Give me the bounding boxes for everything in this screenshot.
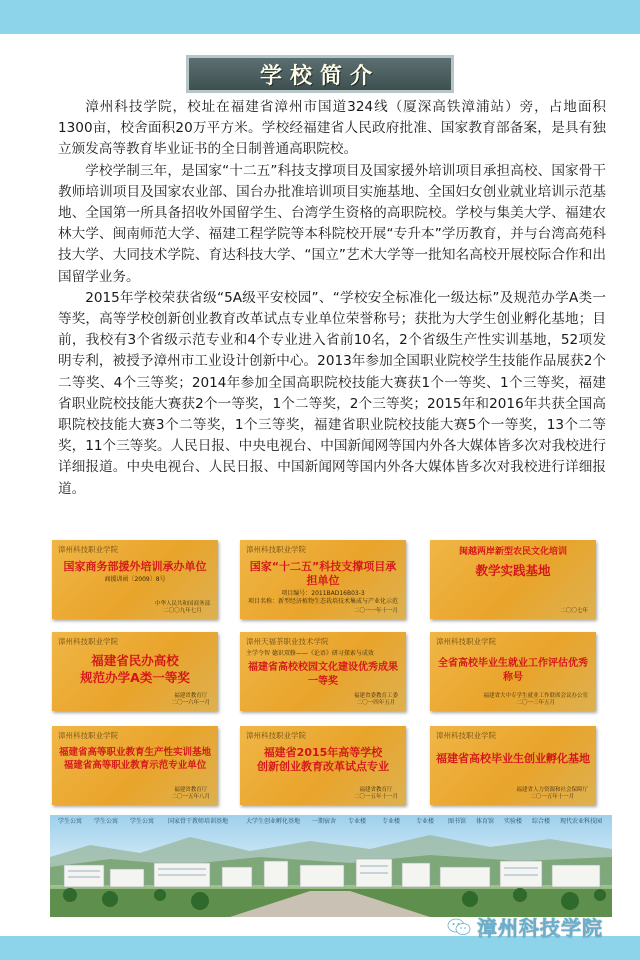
plaque-subtitle: 主学令智 德识双修——《论语》研习探索与成效 xyxy=(246,650,374,657)
building-label: 学生公寓 xyxy=(94,818,119,825)
plaque-issuer: 福建省大中专学生就业工作联席会议办公室 二〇一三年五月 xyxy=(483,693,588,706)
plaque-title: 福建省民办高校 规范办学A类一等奖 xyxy=(80,653,190,685)
intro-paragraph: 漳州科技学院，校址在福建省漳州市国道324线（厦深高铁漳浦站）旁，占地面积1300亩，校舍面积20万平方米。学校经福建省人民政府批准、国家教育部备案，是具有独立颁发高等教育毕业证书的全日制普通高职院校。 xyxy=(58,99,606,158)
plaque-issuer: 福建省人力资源和社会保障厅 二〇一五年十一月 xyxy=(516,787,588,800)
honor-plaque xyxy=(52,726,218,805)
plaque-issuer: 二〇一一年十一月 xyxy=(353,608,398,614)
plaque-school-name: 闽越两岸新型农民文化培训 xyxy=(458,547,567,557)
plaque-title: 福建省高等职业教育生产性实训基地 福建省高等职业教育示范专业单位 xyxy=(58,747,211,771)
building-label: 学生公寓 xyxy=(130,818,155,825)
top-banner xyxy=(0,0,640,34)
plaque-issuer: 二〇〇七年 xyxy=(560,608,588,614)
plaque-title: 福建省高校毕业生创业孵化基地 xyxy=(436,752,590,765)
building-label: 综合楼 xyxy=(532,818,551,825)
school-intro-text xyxy=(58,97,606,500)
campus-panorama xyxy=(50,815,612,917)
plaque-school-name: 漳州科技职业学院 xyxy=(58,545,118,554)
plaque-issuer: 福建省委教育工委 二〇一四年五月 xyxy=(353,693,398,706)
watermark-text: 漳州科技学院 xyxy=(477,916,603,940)
plaque-school-name: 漳州科技职业学院 xyxy=(58,637,118,646)
honor-plaque xyxy=(430,540,596,619)
honor-plaques-grid xyxy=(52,540,612,805)
plaque-subtitle: 商援训函〔2009〕8号 xyxy=(104,576,166,583)
building-label: 实验楼 xyxy=(504,818,523,825)
section-title-box xyxy=(186,55,454,93)
building-label: 大学生创业孵化基地 xyxy=(246,818,301,825)
honor-plaque xyxy=(430,726,596,805)
building-label: 一期宿舍 xyxy=(312,818,337,825)
building-label: 学生公寓 xyxy=(58,818,83,825)
plaque-title: 国家“十二五”科技支撑项目承担单位 xyxy=(249,560,397,587)
plaque-title: 国家商务部援外培训承办单位 xyxy=(63,560,207,573)
honor-plaque xyxy=(430,632,596,711)
plaque-title: 全省高校毕业生就业工作评估优秀称号 xyxy=(438,658,588,683)
building-label: 现代农业科技园 xyxy=(560,818,603,825)
building-label: 专业楼 xyxy=(382,818,401,825)
intro-paragraph: 2015年学校荣获省级“5A级平安校园”、“学校安全标准化一级达标”及规范办学A类一等奖，高等学校创新创业教育改革试点专业单位荣誉称号；获批为大学生创业孵化基地；目前，我校有3个省级示范专业和4个专业进入省前10名，2个省级生产性实训基地，52项发明专利，被授予漳州市工业设计创新中心。2013年参加全国职业院校学生技能作品展获2个二等奖、4个三等奖；2014年参加全国高职院校技能大赛获1个一等奖、1个三等奖，福建省职业院校技能大赛获2个一等奖，1个二等奖，2个三等奖；2015年和2016年共获全国高职院校技能大赛3个二等奖，1个三等奖，福建省职业院校技能大赛5个一等奖，13个二等奖，11个三等奖。人民日报、中央电视台、中国新闻网等国内外各大媒体皆多次对我校进行详细报道。中央电视台、人民日报、中国新闻网等国内外各大媒体皆多次对我校进行详细报道。 xyxy=(58,289,606,497)
honor-plaque xyxy=(52,540,218,619)
wechat-icon xyxy=(447,918,471,936)
honor-plaque xyxy=(52,632,218,711)
building-label: 国家骨干教师培训基地 xyxy=(168,818,229,825)
building-label: 专业楼 xyxy=(416,818,435,825)
plaque-subtitle: 项目编号：2011BAD16B03-3 项目名称：新型经济植物生态栽培技术集成与产业化示范 xyxy=(247,590,398,605)
plaque-school-name: 漳州科技职业学院 xyxy=(436,731,496,740)
plaque-title: 教学实践基地 xyxy=(475,563,551,578)
plaque-issuer: 福建省教育厅 二〇一六年一月 xyxy=(171,693,210,706)
honor-plaque xyxy=(240,632,406,711)
honor-plaque xyxy=(240,540,406,619)
plaque-school-name: 漳州科技职业学院 xyxy=(436,637,496,646)
building-label: 体育馆 xyxy=(476,818,495,825)
plaque-school-name: 漳州科技职业学院 xyxy=(246,731,306,740)
honor-plaque xyxy=(240,726,406,805)
plaque-school-name: 漳州天福茶职业技术学院 xyxy=(246,637,329,646)
plaque-issuer: 福建省教育厅 二〇一五年八月 xyxy=(171,787,210,800)
building-label: 图书馆 xyxy=(448,818,467,825)
intro-paragraph: 学校学制三年，是国家“十二五”科技支撑项目及国家援外培训项目承担高校、国家骨干教师培训项目及国家农业部、国台办批准培训项目实施基地、全国妇女创业就业培训示范基地、全国第一所具备招收外国留学生、台湾学生资格的高职院校。学校与集美大学、福建农林大学、闽南师范大学、福建工程学院等本科院校开展“专升本”学历教育，并与台湾高苑科技大学、大同技术学院、育达科技大学、“国立”艺术大学等一批知名高校开展校际合作和出国留学业务。 xyxy=(58,162,606,285)
plaque-title: 福建省高校校园文化建设优秀成果一等奖 xyxy=(248,662,398,687)
campus-illustration xyxy=(50,815,612,917)
plaque-title: 福建省2015年高等学校 创新创业教育改革试点专业 xyxy=(257,746,389,773)
wechat-watermark xyxy=(447,912,603,941)
building-label: 专业楼 xyxy=(348,818,367,825)
page-title: 学校简介 xyxy=(259,63,380,89)
plaque-issuer: 福建省教育厅 二〇一五年十一月 xyxy=(353,787,398,800)
plaque-issuer: 中华人民共和国商务部 二〇〇九年七月 xyxy=(154,601,210,614)
plaque-school-name: 漳州科技职业学院 xyxy=(58,731,118,740)
plaque-school-name: 漳州科技职业学院 xyxy=(246,545,306,554)
